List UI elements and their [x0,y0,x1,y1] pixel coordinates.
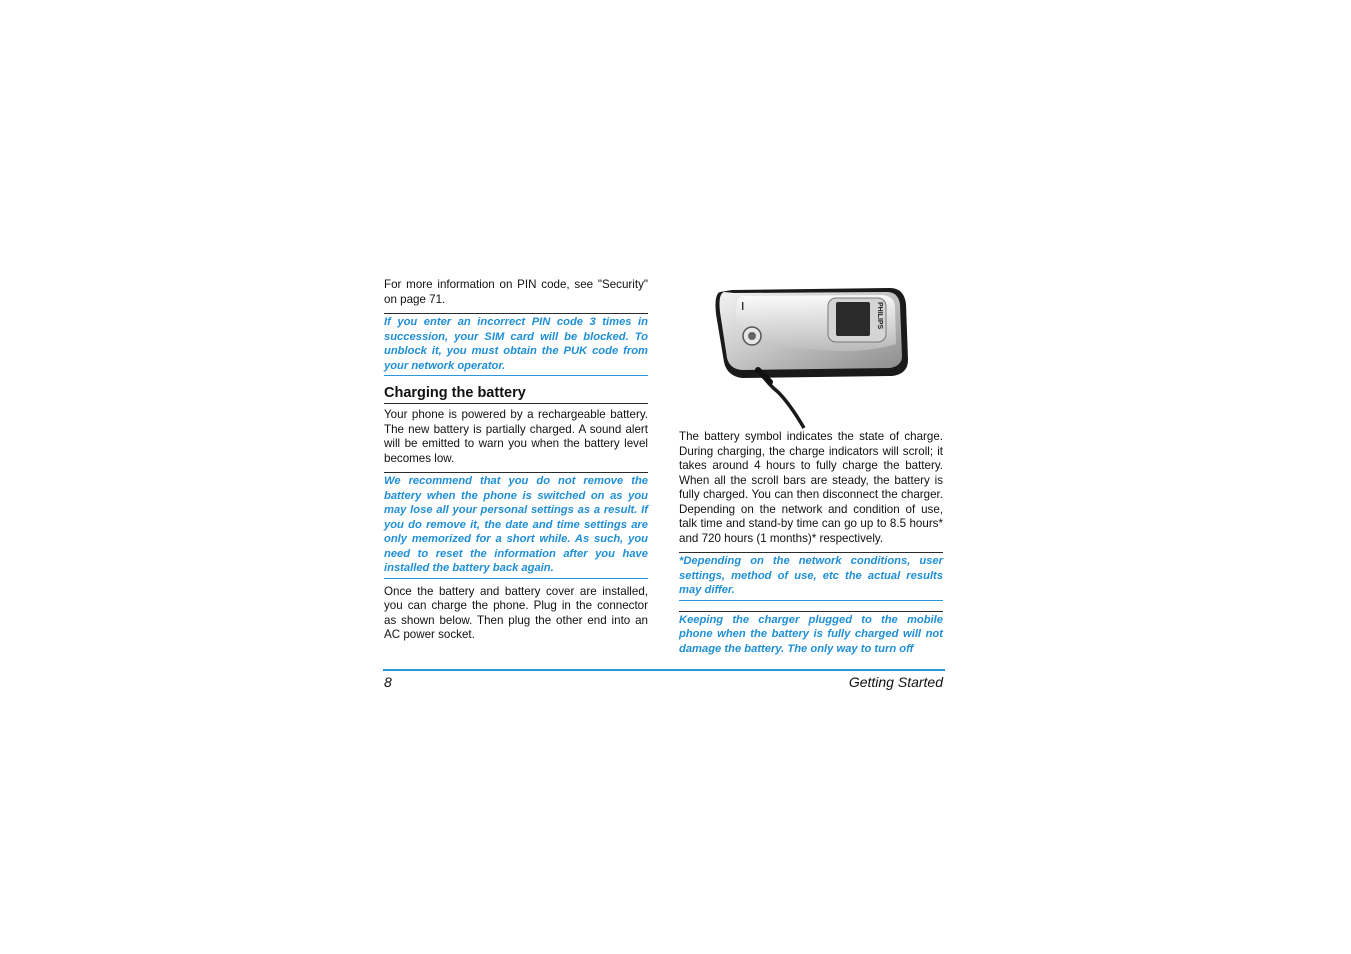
pin-warning-note: If you enter an incorrect PIN code 3 times in succession, your SIM card will be blocked. To unblock it, you must obtain the PUK code from your network operator. [384,313,648,376]
page-number: 8 [384,674,392,690]
battery-intro-paragraph: Your phone is powered by a rechargeable battery. The new battery is partially charged. A sound alert will be emitted to warn you when the battery level becomes low. [384,408,648,465]
section-heading: Charging the battery [384,384,648,404]
battery-removal-note: We recommend that you do not remove the battery when the phone is switched on as you may lose all your personal settings as a result. If you do remove it, the date and time settings are only memorized for a short while. As such, you need to reset the information after you have installed the battery back again. [384,472,648,579]
right-column [679,430,943,656]
left-column [384,278,648,643]
section-title: Getting Started [848,674,943,690]
phone-charging-illustration [712,284,912,430]
external-display [836,302,870,336]
charger-plugged-note: Keeping the charger plugged to the mobile phone when the battery is fully charged will not damage the battery. The only way to turn off [679,611,943,657]
charge-instructions-paragraph: Once the battery and battery cover are installed, you can charge the phone. Plug in the connector as shown below. Then plug the other end into an AC power socket. [384,584,648,641]
footer-rule [383,669,945,671]
network-conditions-note: *Depending on the network conditions, user settings, method of use, etc the actual results may differ. [679,552,943,601]
side-slot [742,302,743,310]
phone-brand-label: PHILIPS [876,302,883,330]
phone-illustration-svg [712,284,912,430]
battery-symbol-paragraph: The battery symbol indicates the state of charge. During charging, the charge indicators will scroll; it takes around 4 hours to fully charge the battery. When all the scroll bars are steady, the battery is fully charged. You can then disconnect the charger. Depending on the network and condition of use, talk time and stand-by time can go up to 8.5 hours* and 720 hours (1 months)* respectively. [679,430,943,545]
pin-info-paragraph: For more information on PIN code, see "Security" on page 71. [384,278,648,306]
